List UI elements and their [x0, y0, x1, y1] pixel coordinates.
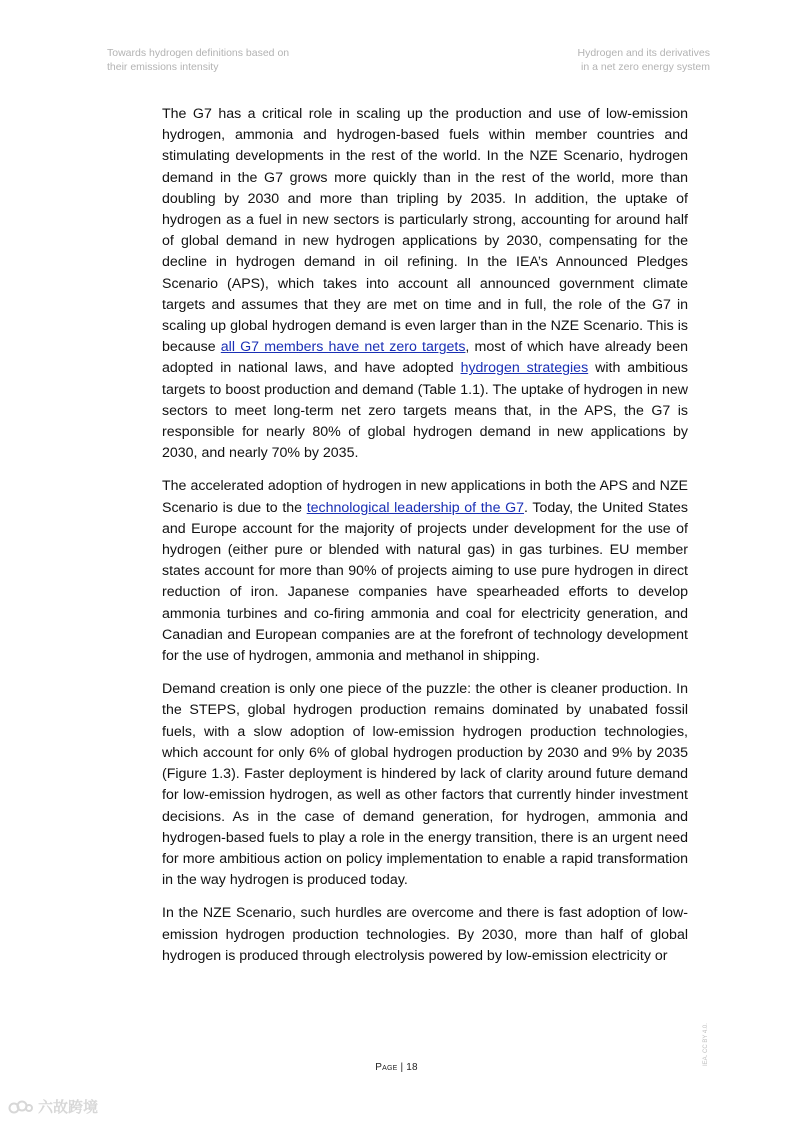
paragraph-1-text-c: with ambitious targets to boost production and demand (Table 1.1). The uptake of hydrogen in new sectors to meet long-term net zero targets means that, in the APS, the G7 is responsible for nearly 80% of global hydrogen demand in new applications by 2030, and nearly 70% by 2035. — [162, 360, 688, 462]
watermark — [8, 1096, 98, 1117]
link-hydrogen-strategies[interactable]: hydrogen strategies — [460, 360, 589, 377]
paragraph-2-text-b: . Today, the United States and Europe account for the majority of projects under development for the use of hydrogen (either pure or blended with natural gas) in gas turbines. EU member states account for more than 90% of projects aiming to use pure hydrogen in direct reduction of iron. Japanese companies have spearheaded efforts to develop ammonia turbines and co-firing ammonia and coal for electricity generation, and Canadian and European companies are at the forefront of technology development for the use of hydrogen, ammonia and methanol in shipping. — [162, 499, 688, 665]
page-label: Page — [375, 1062, 398, 1073]
header-left-line-2: their emissions intensity — [107, 60, 219, 73]
paragraph-3: Demand creation is only one piece of the puzzle: the other is cleaner production. In the STEPS, global hydrogen production remains dominated by unabated fossil fuels, with a slow adoption of low-emission hydrogen production technologies, which account for only 6% of global hydrogen production by 2030 and 9% by 2035 (Figure 1.3). Faster deployment is hindered by lack of clarity around future demand for low-emission hydrogen, as well as other factors that currently hinder investment decisions. As in the case of demand generation, for hydrogen, ammonia and hydrogen-based fuels to play a role in the energy transition, there is an urgent need for more ambitious action on policy implementation to enable a rapid transformation in the way hydrogen is produced today. — [162, 681, 688, 889]
header-left-line-1: Towards hydrogen definitions based on — [107, 47, 290, 59]
page-footer — [0, 1062, 793, 1073]
page-number: 18 — [406, 1062, 418, 1073]
link-g7-net-zero-targets[interactable]: all G7 members have net zero targets — [220, 339, 466, 356]
paragraph-1 — [162, 104, 688, 464]
main-text — [162, 104, 688, 979]
license-note: IEA. CC BY 4.0. — [703, 1023, 709, 1066]
header-right-line-2: in a net zero energy system — [581, 60, 710, 73]
watermark-logo-icon — [8, 1099, 34, 1115]
paragraph-2-text-a: The accelerated adoption of hydrogen in new applications in both the APS and NZE Scenario is due to the — [162, 478, 688, 516]
paragraph-4: In the NZE Scenario, such hurdles are overcome and there is fast adoption of low-emission hydrogen production technologies. By 2030, more than half of global hydrogen is produced through electrolysis powered by low-emission electricity or — [162, 905, 688, 964]
paragraph-1-text-b: , most of which have already been adopted in national laws, and have adopted — [162, 339, 688, 377]
running-header-left — [107, 47, 289, 74]
header-right-line-1: Hydrogen and its derivatives — [577, 47, 710, 59]
watermark-text: 六故跨境 — [38, 1099, 99, 1116]
paragraph-1-text-a: The G7 has a critical role in scaling up the production and use of low-emission hydrogen, ammonia and hydrogen-based fuels within member countries and stimulating developments in the rest of the world. In the NZE Scenario, hydrogen demand in the G7 grows more quickly than in the rest of the world, more than doubling by 2030 and more than tripling by 2035. In addition, the uptake of hydrogen as a fuel in new sectors is particularly strong, accounting for around half of global demand in new hydrogen applications by 2030, compensating for the decline in hydrogen demand in oil refining. In the IEA’s Announced Pledges Scenario (APS), which takes into account all announced government climate targets and assumes that they are met on time and in full, the role of the G7 in scaling up global hydrogen demand is even larger than in the NZE Scenario. This is because — [162, 106, 688, 356]
page-separator: | — [397, 1062, 407, 1073]
running-header-right — [578, 47, 711, 74]
link-technological-leadership[interactable]: technological leadership of the G7 — [306, 499, 525, 516]
paragraph-2 — [162, 476, 688, 667]
